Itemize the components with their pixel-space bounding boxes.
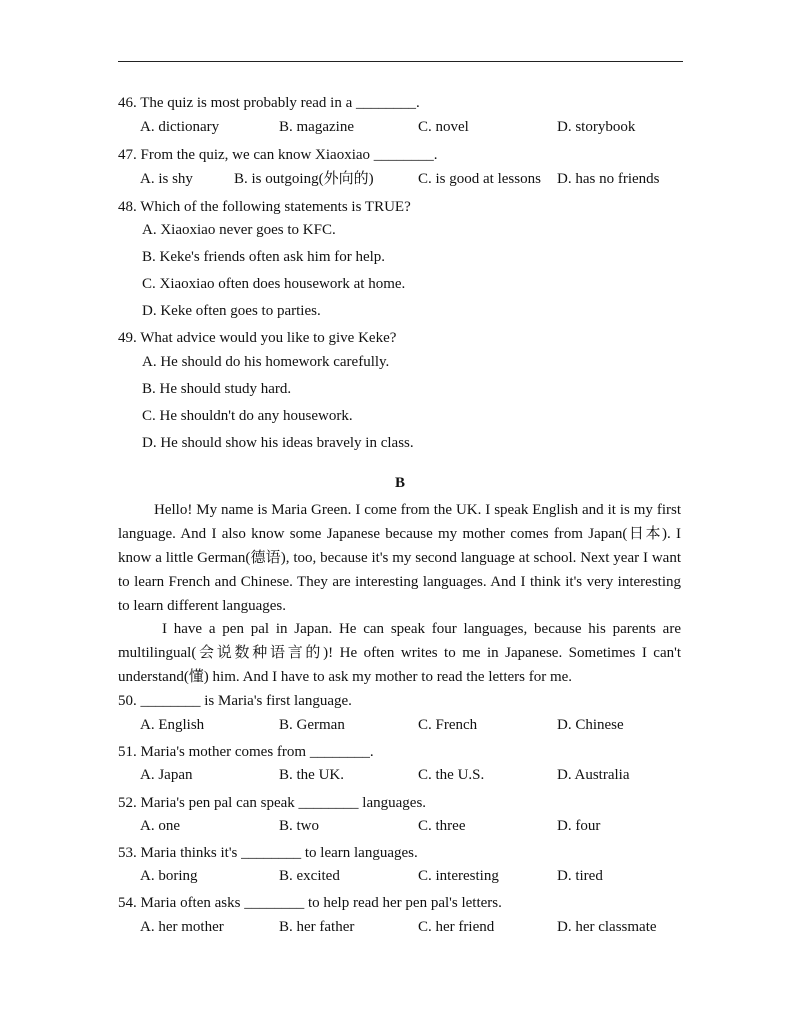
question-47-option-b[interactable]: B. is outgoing(外向的): [234, 171, 374, 187]
question-50-option-c[interactable]: C. French: [418, 717, 478, 733]
question-49-option-a[interactable]: A. He should do his homework carefully.: [142, 354, 390, 370]
question-48-option-c[interactable]: C. Xiaoxiao often does housework at home.: [142, 276, 406, 292]
question-49-option-b[interactable]: B. He should study hard.: [142, 381, 292, 397]
question-47-option-a[interactable]: A. is shy: [140, 171, 193, 187]
question-54-option-d[interactable]: D. her classmate: [557, 919, 657, 935]
question-46-option-c[interactable]: C. novel: [418, 119, 469, 135]
question-46-option-a[interactable]: A. dictionary: [140, 119, 220, 135]
question-53-stem: 53. Maria thinks it's ________ to learn languages.: [118, 845, 418, 861]
passage-paragraph-2: I have a pen pal in Japan. He can speak four languages, because his parents are multilingual(会说数种语言的)! He often writes to me in Japanese. Sometimes I can't understand(懂) him. And I have to ask my mother to read the letters for me.: [118, 621, 681, 685]
question-47-option-c[interactable]: C. is good at lessons: [418, 171, 541, 187]
question-50-stem: 50. ________ is Maria's first language.: [118, 693, 352, 709]
question-54-option-c[interactable]: C. her friend: [418, 919, 495, 935]
question-53-option-c[interactable]: C. interesting: [418, 868, 499, 884]
section-b-heading: B: [394, 475, 405, 491]
question-48-stem: 48. Which of the following statements is TRUE?: [118, 199, 411, 215]
question-51-option-d[interactable]: D. Australia: [557, 767, 630, 783]
question-54-option-a[interactable]: A. her mother: [140, 919, 224, 935]
question-49-option-c[interactable]: C. He shouldn't do any housework.: [142, 408, 353, 424]
question-50-option-a[interactable]: A. English: [140, 717, 205, 733]
question-46-option-d[interactable]: D. storybook: [557, 119, 636, 135]
question-53-option-d[interactable]: D. tired: [557, 868, 603, 884]
question-47-stem: 47. From the quiz, we can know Xiaoxiao ________.: [118, 147, 438, 163]
question-54-option-b[interactable]: B. her father: [279, 919, 355, 935]
question-51-option-b[interactable]: B. the UK.: [279, 767, 344, 783]
question-48-option-a[interactable]: A. Xiaoxiao never goes to KFC.: [142, 222, 336, 238]
question-48-option-b[interactable]: B. Keke's friends often ask him for help.: [142, 249, 386, 265]
question-53-option-b[interactable]: B. excited: [279, 868, 340, 884]
question-52-option-d[interactable]: D. four: [557, 818, 601, 834]
question-46-stem: 46. The quiz is most probably read in a ________.: [118, 95, 420, 111]
question-54-stem: 54. Maria often asks ________ to help read her pen pal's letters.: [118, 895, 502, 911]
question-50-option-d[interactable]: D. Chinese: [557, 717, 624, 733]
passage-paragraph-1: Hello! My name is Maria Green. I come from the UK. I speak English and it is my first language. And I also know some Japanese because my mother comes from Japan(日本). I know a little German(德语), too, because it's my second language at school. Next year I want to learn French and Chinese. They are interesting languages. And I think it's very interesting to learn different languages.: [118, 502, 681, 614]
question-47-option-d[interactable]: D. has no friends: [557, 171, 660, 187]
question-52-option-c[interactable]: C. three: [418, 818, 466, 834]
question-51-option-a[interactable]: A. Japan: [140, 767, 193, 783]
question-46-option-b[interactable]: B. magazine: [279, 119, 354, 135]
question-52-stem: 52. Maria's pen pal can speak ________ languages.: [118, 795, 427, 811]
question-51-option-c[interactable]: C. the U.S.: [418, 767, 485, 783]
question-52-option-a[interactable]: A. one: [140, 818, 180, 834]
question-49-stem: 49. What advice would you like to give Keke?: [118, 330, 397, 346]
question-51-stem: 51. Maria's mother comes from ________.: [118, 744, 374, 760]
question-52-option-b[interactable]: B. two: [279, 818, 320, 834]
question-48-option-d[interactable]: D. Keke often goes to parties.: [142, 303, 321, 319]
question-50-option-b[interactable]: B. German: [279, 717, 345, 733]
question-49-option-d[interactable]: D. He should show his ideas bravely in class.: [142, 435, 414, 451]
question-53-option-a[interactable]: A. boring: [140, 868, 198, 884]
header-rule: [118, 61, 683, 62]
